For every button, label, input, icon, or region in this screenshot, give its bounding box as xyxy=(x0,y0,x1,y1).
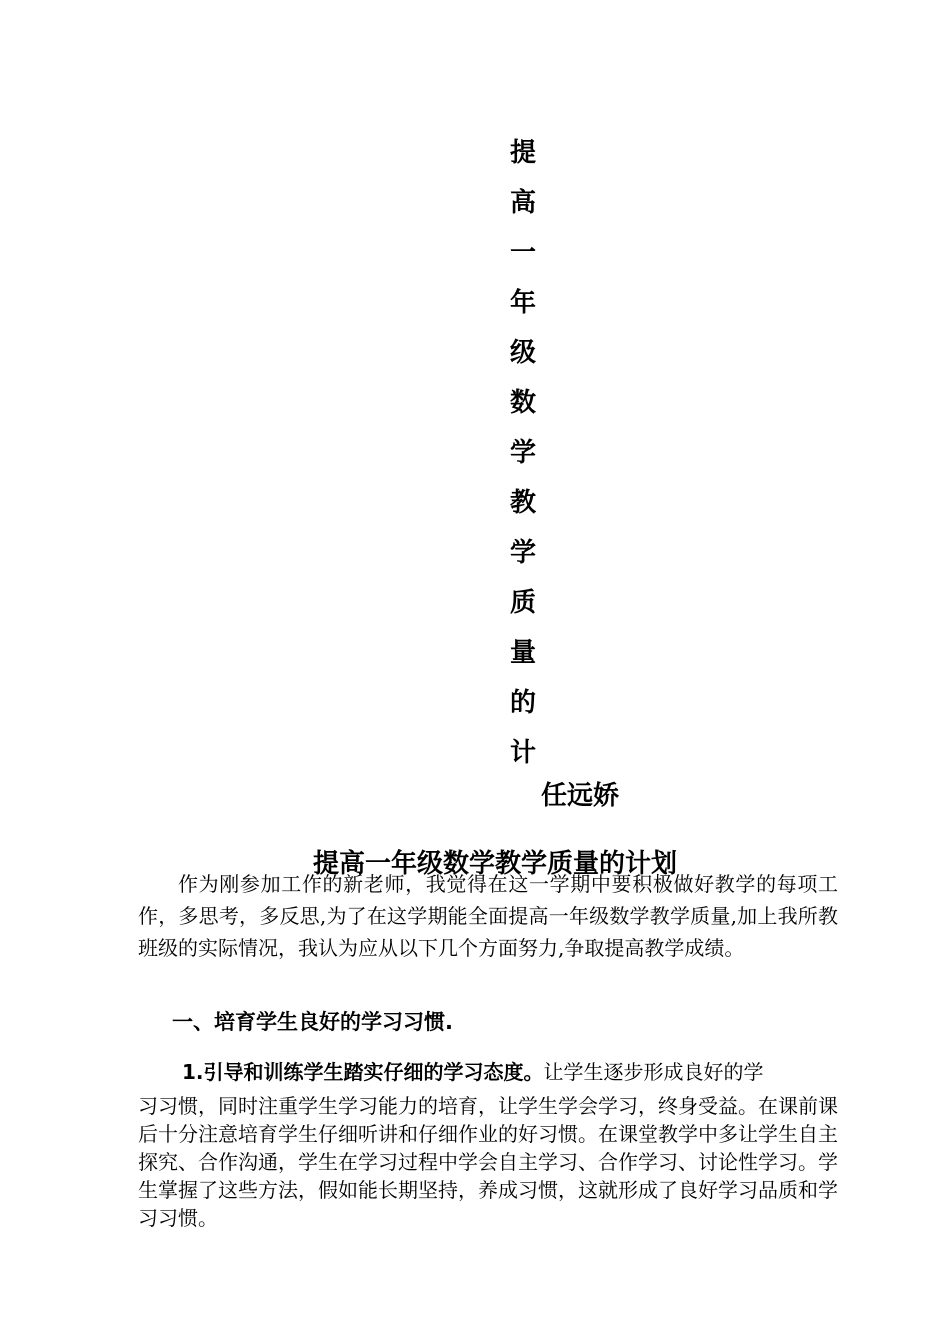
intro-paragraph: 作为刚参加工作的新老师，我觉得在这一学期中要积极做好教学的每项工作，多思考，多反思,为了在这学期能全面提高一年级数学教学质量,加上我所教班级的实际情况，我认为应从以下几个方面努力,争取提高教学成绩。 xyxy=(138,872,838,960)
point-body-text: 习习惯，同时注重学生学习能力的培育，让学生学会学习，终身受益。在课前课后十分注意培育学生仔细听讲和仔细作业的好习惯。在课堂教学中多让学生自主探究、合作沟通，学生在学习过程中学会自主学习、合作学习、讨论性学习。学生掌握了这些方法，假如能长期坚持，养成习惯，这就形成了良好学习品质和学习习惯。 xyxy=(138,1094,838,1230)
vertical-title-char: 学 xyxy=(509,538,536,568)
author-name: 任远娇 xyxy=(540,781,619,811)
section-heading: 一、培育学生良好的学习习惯. xyxy=(172,1010,453,1034)
vertical-title-char: 数 xyxy=(509,388,536,418)
vertical-title-char: 计 xyxy=(509,738,536,768)
vertical-title-char: 一 xyxy=(509,238,536,268)
point-first-line xyxy=(138,1052,838,1092)
vertical-title-char: 质 xyxy=(509,588,536,618)
vertical-title-char: 级 xyxy=(509,338,536,368)
vertical-title-char: 高 xyxy=(509,188,536,218)
vertical-title xyxy=(498,128,548,778)
point-paragraph xyxy=(138,1052,838,1232)
vertical-title-char: 量 xyxy=(509,638,536,668)
vertical-title-char: 提 xyxy=(509,138,536,168)
vertical-title-char: 教 xyxy=(509,488,536,518)
point-first-line-text: 让学生逐步形成良好的学 xyxy=(543,1060,764,1084)
point-label: 1.引导和训练学生踏实仔细的学习态度。 xyxy=(182,1060,544,1084)
document-title: 提高一年级数学教学质量的计划 xyxy=(312,849,677,880)
vertical-title-char: 的 xyxy=(509,688,536,718)
vertical-title-char: 学 xyxy=(509,438,536,468)
vertical-title-char: 年 xyxy=(509,288,536,318)
